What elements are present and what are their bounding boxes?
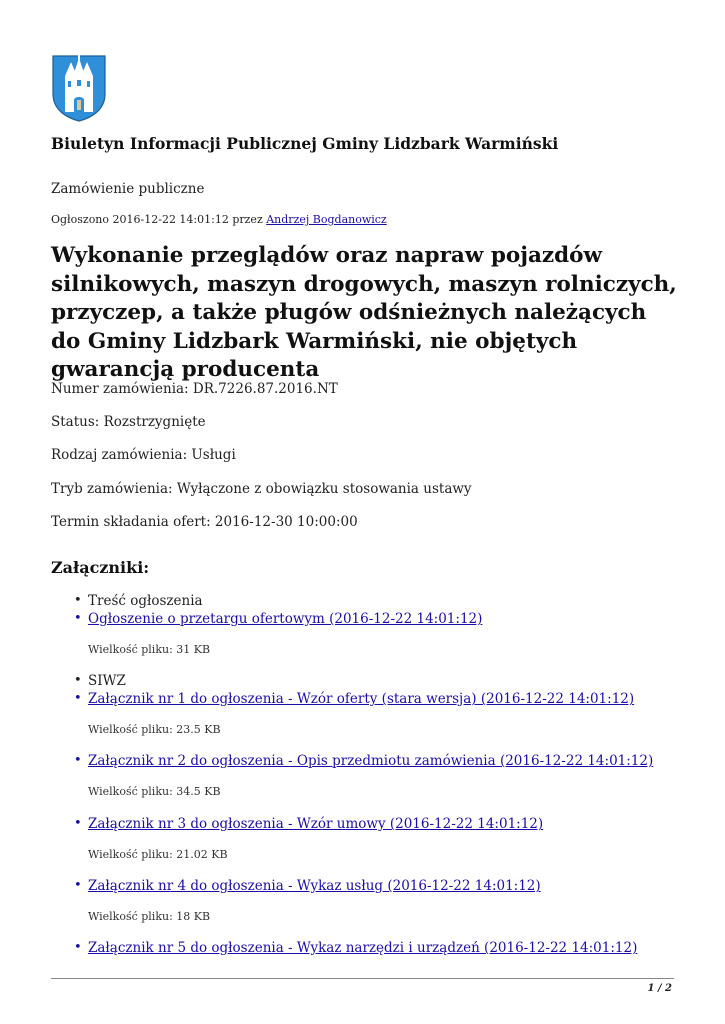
site-title: Biuletyn Informacji Publicznej Gminy Lidzbark Warmiński [51,134,559,153]
file-size: Wielkość pliku: 23.5 KB [88,723,221,736]
attachment-item [72,752,705,770]
attachment-link[interactable]: • Załącznik nr 4 do ogłoszenia - Wykaz usług (2016-12-22 14:01:12) [72,877,705,895]
attachment-link[interactable]: • Ogłoszenie o przetargu ofertowym (2016-12-22 14:01:12) [72,610,705,628]
order-type: Rodzaj zamówienia: Usługi [51,447,236,463]
file-size: Wielkość pliku: 34.5 KB [88,785,221,798]
attachment-link[interactable]: • Załącznik nr 5 do ogłoszenia - Wykaz narzędzi i urządzeń (2016-12-22 14:01:12) [72,939,705,957]
attachments-heading: Załączniki: [51,558,150,577]
attachment-group [72,592,705,628]
status-field: Status: Rozstrzygnięte [51,414,206,430]
category-label: Zamówienie publiczne [51,181,205,197]
attachment-link[interactable]: • Załącznik nr 1 do ogłoszenia - Wzór oferty (stara wersja) (2016-12-22 14:01:12) [72,690,705,708]
attachment-link[interactable]: • Załącznik nr 3 do ogłoszenia - Wzór umowy (2016-12-22 14:01:12) [72,815,705,833]
file-size: Wielkość pliku: 21.02 KB [88,848,228,861]
page-number: 1 / 2 [647,983,672,994]
attachment-group [72,672,705,708]
publication-meta [51,213,387,226]
order-number: Numer zamówienia: DR.7226.87.2016.NT [51,381,338,397]
footer-divider [51,978,674,979]
attachment-item [72,877,705,895]
author-link[interactable]: Andrzej Bogdanowicz [266,213,387,226]
page-title: Wykonanie przeglądów oraz napraw pojazdów silnikowych, maszyn drogowych, maszyn rolniczych, przyczep, a także pługów odśnieżnych należących do Gminy Lidzbark Warmiński, nie objętych gwarancją producenta [51,243,677,382]
attachment-group-label: • SIWZ [72,672,705,690]
attachment-group-label: • Treść ogłoszenia [72,592,705,610]
attachment-item [72,939,705,957]
offer-deadline: Termin składania ofert: 2016-12-30 10:00:00 [51,514,358,530]
order-mode: Tryb zamówienia: Wyłączone z obowiązku stosowania ustawy [51,481,472,497]
file-size: Wielkość pliku: 18 KB [88,910,211,923]
attachment-item [72,815,705,833]
meta-prefix: Ogłoszono 2016-12-22 14:01:12 przez [51,213,263,226]
file-size: Wielkość pliku: 31 KB [88,643,211,656]
coat-of-arms-icon [51,54,107,122]
attachment-link[interactable]: • Załącznik nr 2 do ogłoszenia - Opis przedmiotu zamówienia (2016-12-22 14:01:12) [72,752,705,770]
